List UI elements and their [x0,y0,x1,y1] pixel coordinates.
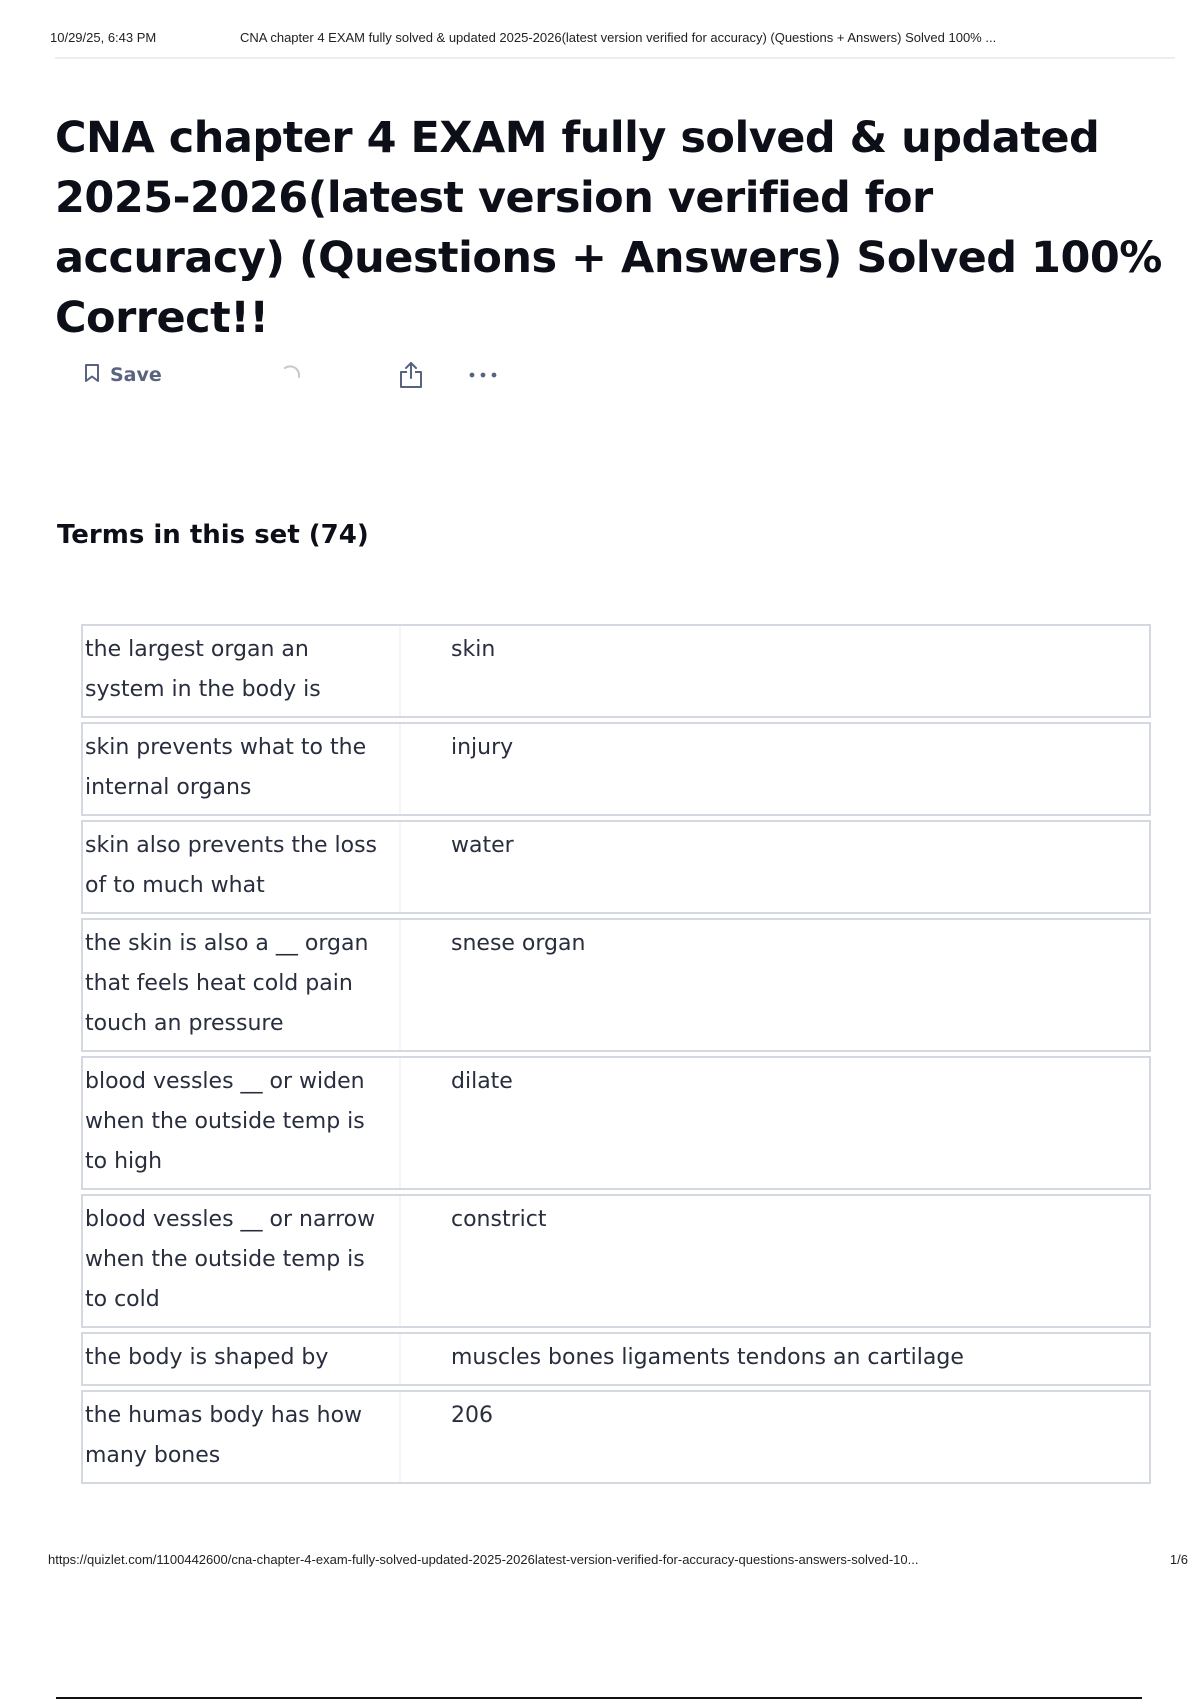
definition-text: muscles bones ligaments tendons an cartilage [451,1345,964,1370]
definition-text: dilate [451,1069,513,1094]
term-row [81,918,1151,1052]
share-icon[interactable] [396,358,426,392]
toolbar [84,358,524,392]
page-number: 1/6 [1169,1552,1188,1567]
print-footer [48,1550,1188,1572]
term-text: skin prevents what to the internal organs [83,724,401,814]
term-text: the skin is also a __ organ that feels heat cold pain touch an pressure [83,920,401,1050]
definition-text: constrict [451,1207,547,1232]
term-text: skin also prevents the loss of to much what [83,822,401,912]
bookmark-icon [84,363,100,388]
print-datetime: 10/29/25, 6:43 PM [50,30,157,45]
header-divider [55,57,1175,59]
definition-text: water [451,833,514,858]
bottom-divider [56,1697,1142,1699]
definition-text: 206 [451,1403,493,1428]
term-text: the body is shaped by [83,1334,401,1384]
save-button[interactable] [84,358,162,392]
definition-text: skin [451,637,496,662]
term-row [81,1332,1151,1386]
print-document-title: CNA chapter 4 EXAM fully solved & updated 2025-2026(latest version verified for accuracy) (Questions + Answers) Solved 100% ... [240,30,997,45]
term-row [81,820,1151,914]
term-row [81,1194,1151,1328]
print-header [50,28,1180,50]
term-row [81,722,1151,816]
loading-spinner-icon [276,358,306,392]
more-options-icon[interactable] [466,358,500,392]
definition-text: injury [451,735,514,760]
term-row [81,624,1151,718]
definition-text: snese organ [451,931,586,956]
term-row [81,1056,1151,1190]
term-text: the largest organ an system in the body is [83,626,401,716]
save-button-label: Save [110,364,162,386]
print-url: https://quizlet.com/1100442600/cna-chapter-4-exam-fully-solved-updated-2025-2026latest-version-verified-for-accuracy-questions-answers-solved-10... [48,1552,919,1567]
page-title: CNA chapter 4 EXAM fully solved & updated 2025-2026(latest version verified for accuracy) (Questions + Answers) Solved 100% Correct!! [55,113,1162,343]
term-text: blood vessles __ or narrow when the outside temp is to cold [83,1196,401,1326]
terms-table [81,624,1151,1484]
term-text: the humas body has how many bones [83,1392,401,1482]
terms-heading: Terms in this set (74) [57,520,369,550]
term-row [81,1390,1151,1484]
term-text: blood vessles __ or widen when the outside temp is to high [83,1058,401,1188]
